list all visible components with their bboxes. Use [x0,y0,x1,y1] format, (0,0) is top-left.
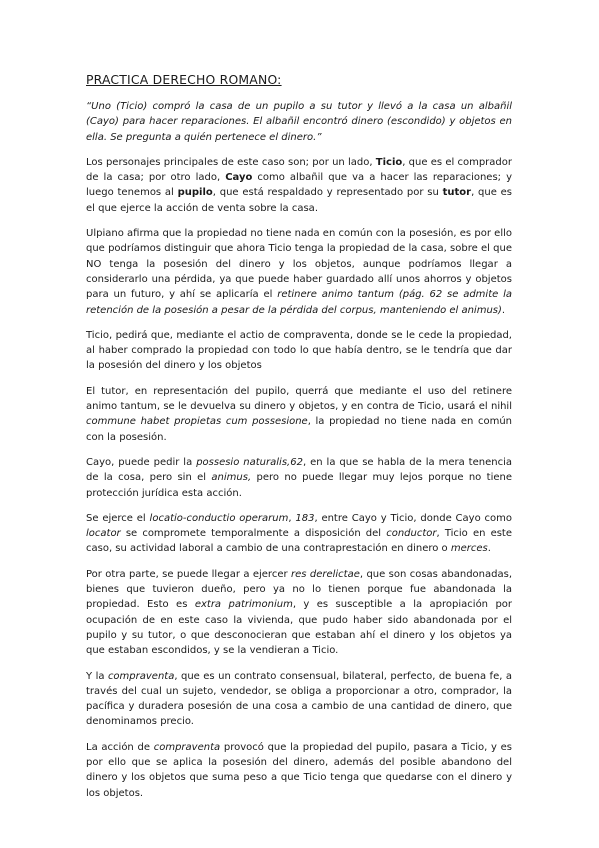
text-run: , y es susceptible a la apropiación por ocupación de en este caso la vivienda, que pudo haber sido abandonada por el pupilo y su tutor, o que desconocieran que estaban ahí el dinero y los objetos ya que estaban escondidos, y se la vendieran a Ticio. [86,599,513,657]
bold-term: tutor [442,187,472,199]
paragraph-intro [86,99,512,145]
italic-term: 183 [295,512,315,524]
text-run: El tutor, en representación del pupilo, querrá que mediante el uso del retinere animo tantum, se le devuelva su dinero y objetos, y en contra de Ticio, usará el nihil [86,385,512,413]
text-run: La acción de [86,741,154,753]
italic-term: conductor [386,528,437,540]
document-page [86,72,512,811]
text-run: , en la que se habla de la mera tenencia de la cosa, pero sin el [86,456,512,484]
paragraph-ulpiano [86,226,512,318]
text-run: , que está respaldado y representado por su [212,187,443,199]
text-run: como albañil que va a hacer las reparaciones; y luego tenemos al [86,172,512,199]
italic-term: compraventa [153,741,221,753]
italic-term: possesio naturalis,62 [196,456,303,468]
text-run: , que es el comprador de la casa; por otro lado, [86,156,512,184]
italic-term: locator [86,528,121,540]
text-run: pero no puede llegar muy lejos porque no tiene protección jurídica esta acción. [86,472,512,499]
italic-term: locatio-conductio operarum [149,512,289,524]
italic-term: res derelictae [290,568,360,580]
text-run: , [288,512,296,524]
text-run: Los personajes principales de este caso son; por un lado, [86,156,376,168]
text-run: se compromete temporalmente a disposición del [120,528,387,540]
text-run: . [487,543,491,555]
text-run: Cayo, puede pedir la [86,456,197,468]
text-run: “Uno (Ticio) compró la casa de un pupilo a su tutor y llevó a la casa un albañil (Cayo) para hacer reparaciones. El albañil encontró dinero (escondido) y objetos en ella. Se pregunta a quién pertenece el dinero.” [86,101,512,143]
italic-term: commune habet propietas cum possesione [86,416,308,428]
document-body [86,99,512,801]
paragraph-ticio [86,328,512,374]
paragraph-tutor [86,384,512,445]
italic-term: animus, [211,472,252,484]
italic-term: compraventa [107,670,175,682]
text-run: Ulpiano afirma que la propiedad no tiene nada en común con la posesión, es por ello que podríamos distinguir que ahora Ticio tenga la propiedad de la casa, sobre el que NO tenga la posesión del dinero y los objetos, aunque podríamos llegar a considerarlo una pérdida, ya que puede haber guardado allí unos ahorros y objetos para un futuro, y ahí se aplicaría el [86,228,512,301]
italic-term: merces [450,543,488,555]
text-run: , que es un contrato consensual, bilateral, perfecto, de buena fe, a través del cual un sujeto, vendedor, se obliga a proporcionar a otro, comprador, la pacífica y duradera posesión de una cosa a cambio de una cantidad de dinero, que denominamos precio. [86,670,512,728]
document-title: PRACTICA DERECHO ROMANO: [86,72,282,87]
text-run: Se ejerce el [86,512,150,524]
text-run: Y la [86,670,108,682]
bold-term: Ticio [375,156,403,168]
text-run: Por otra parte, se puede llegar a ejercer [86,568,291,580]
text-run: , que son cosas abandonadas, bienes que tuvieron dueño, pero ya no lo tienen porque fue abandonada la propiedad. Esto es [86,568,513,611]
text-run: provocó que la propiedad del pupilo, pasara a Ticio, y es por ello que se aplica la posesión del dinero, además del posible abandono del dinero y los objetos que suma peso a que Ticio tenga que quedarse con el dinero y los objetos. [86,741,512,799]
paragraph-derelictae [86,567,512,659]
italic-term: extra patrimonium [194,599,293,611]
text-run: , Ticio en este caso, su actividad laboral a cambio de una contraprestación en dinero o [86,528,512,555]
bold-term: pupilo [177,187,213,199]
paragraph-locatio [86,511,512,557]
bold-term: Cayo [225,172,253,184]
italic-term: retinere animo tantum (pág. 62 se admite la retención de la posesión a pesar de la pérdida del corpus, manteniendo el animus) [86,289,512,316]
paragraph-conclusion [86,740,512,801]
text-run: , la propiedad no tiene nada en común con la posesión. [86,416,512,443]
text-run: , que es el que ejerce la acción de venta sobre la casa. [86,187,512,214]
text-run: , entre Cayo y Ticio, donde Cayo como [314,512,513,524]
paragraph-cayo [86,455,512,501]
paragraph-personajes [86,155,512,216]
text-run: Ticio, pedirá que, mediante el actio de compraventa, donde se le cede la propiedad, al haber comprado la propiedad con todo lo que había dentro, se le tendría que dar la posesión del dinero y los objetos [86,329,512,372]
text-run: . [501,304,506,316]
paragraph-compraventa [86,669,512,730]
